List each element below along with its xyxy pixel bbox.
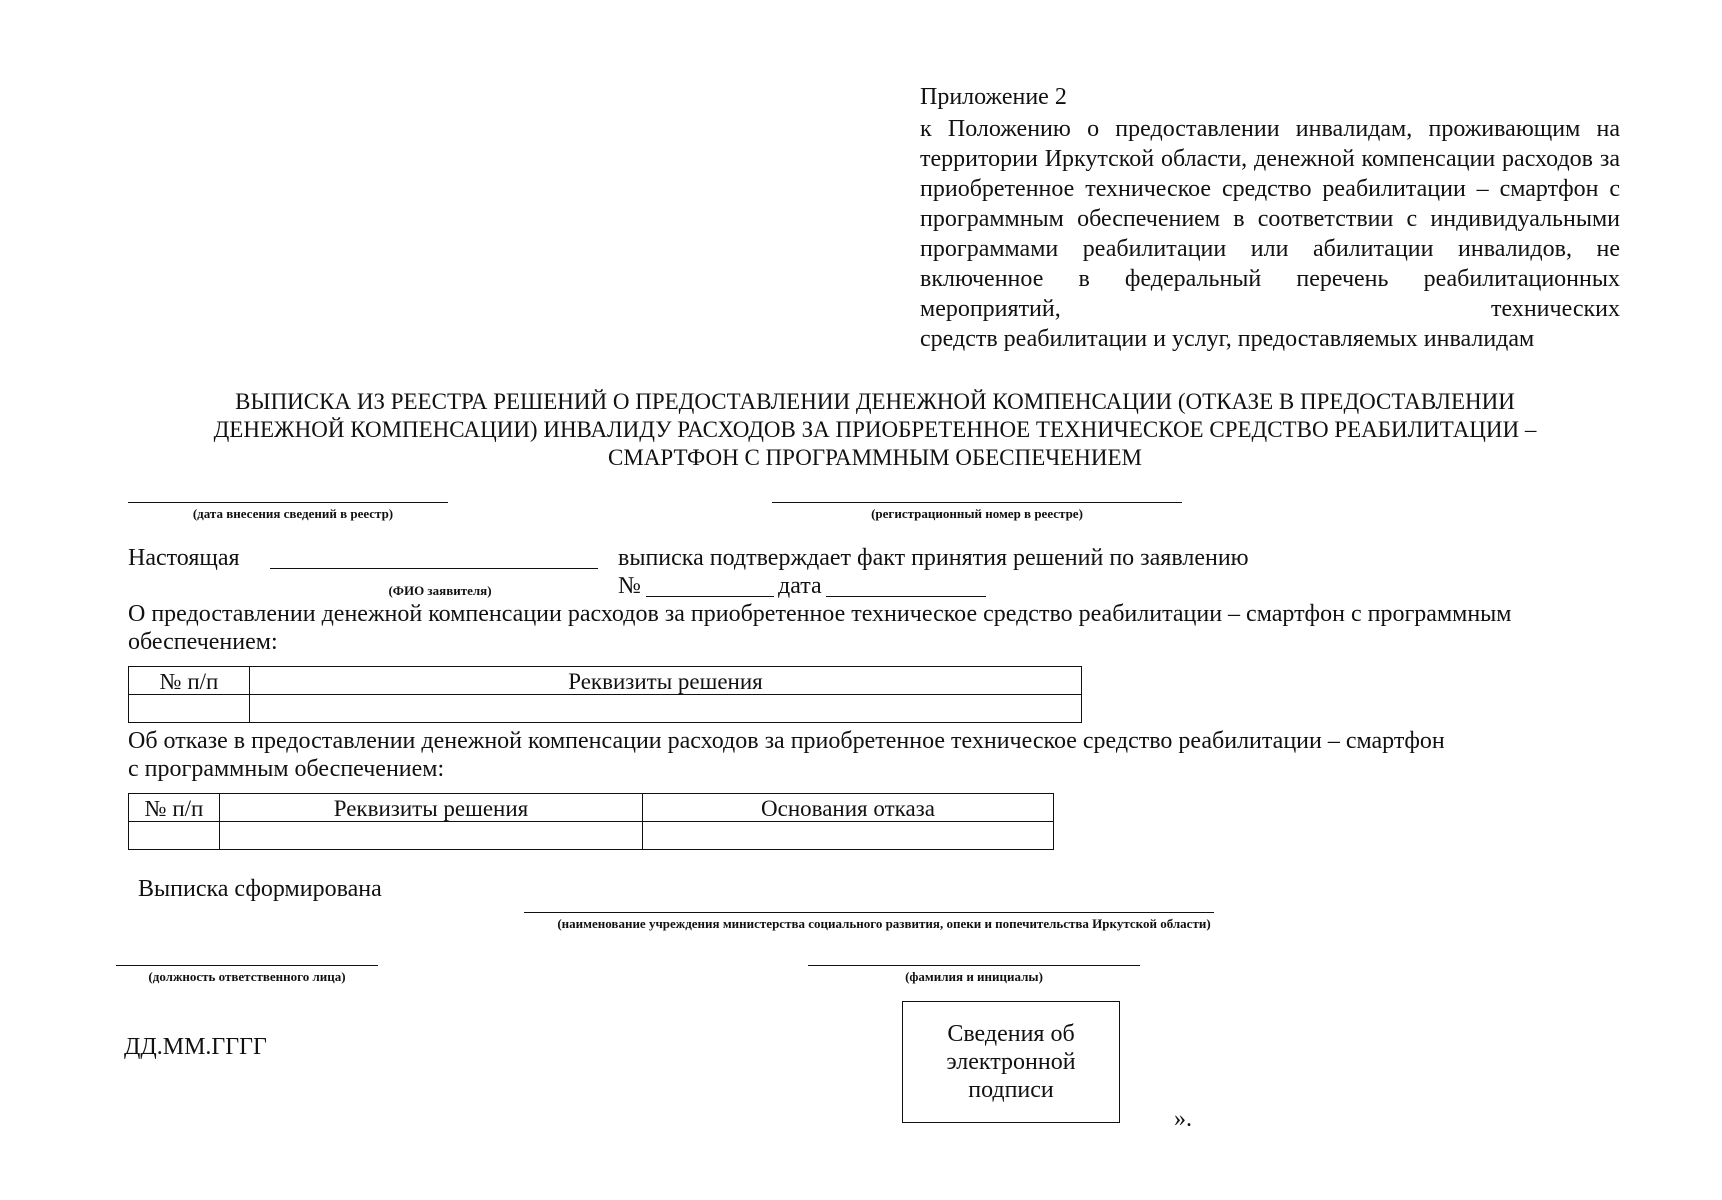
table-cell-number[interactable] [129,695,250,723]
full-name-caption: (фамилия и инициалы) [905,969,1043,984]
column-header-decision-details: Реквизиты решения [250,667,1082,695]
document-title-line-3: СМАРТФОН С ПРОГРАММНЫМ ОБЕСПЕЧЕНИЕМ [608,445,1142,470]
applicant-name-line[interactable] [270,568,598,569]
document-title-line-1: ВЫПИСКА ИЗ РЕЕСТРА РЕШЕНИЙ О ПРЕДОСТАВЛЕНИИ ДЕНЕЖНОЙ КОМПЕНСАЦИИ (ОТКАЗЕ В ПРЕДОСТАВЛЕНИИ [235,389,1515,414]
column-header-decision-details: Реквизиты решения [220,794,643,822]
applicant-name-caption: (ФИО заявителя) [388,583,492,598]
table-cell-decision-details[interactable] [220,822,643,850]
appendix-title: Приложение 2 [920,84,1067,110]
column-header-number: № п/п [129,794,220,822]
reg-number-line[interactable] [772,502,1182,503]
grant-section-line-1: О предоставлении денежной компенсации расходов за приобретенное техническое средство реабилитации – смартфон с программным [128,601,1512,627]
column-header-number: № п/п [129,667,250,695]
application-number-line[interactable] [646,596,774,597]
closing-mark: ». [1174,1106,1192,1132]
document-title-line-2: ДЕНЕЖНОЙ КОМПЕНСАЦИИ) ИНВАЛИДУ РАСХОДОВ ЗА ПРИОБРЕТЕННОЕ ТЕХНИЧЕСКОЕ СРЕДСТВО РЕАБИЛИТАЦИИ – [213,417,1537,442]
appendix-body-main: к Положению о предоставлении инвалидам, проживающим на территории Иркутской области, денежной компенсации расходов за приобретенное техническое средство реабилитации – смартфон с программным обеспечением в соответствии с индивидуальными программами реабилитации или абилитации инвалидов, не включенное в федеральный перечень реабилитационных мероприятий, технических [920,116,1620,322]
statement-suffix: выписка подтверждает факт принятия решений по заявлению [618,545,1249,571]
position-caption: (должность ответственного лица) [148,969,346,984]
table-cell-refusal-reasons[interactable] [643,822,1054,850]
table-header-row [129,794,1054,822]
refusal-section-line-2: с программным обеспечением: [128,756,445,782]
application-date-line[interactable] [826,596,986,597]
electronic-signature-box [902,1001,1120,1123]
document-title [150,388,1600,472]
date-label: дата [778,573,822,599]
date-placeholder: ДД.ММ.ГГГГ [124,1034,267,1060]
column-header-refusal-reasons: Основания отказа [643,794,1054,822]
table-header-row [129,667,1082,695]
formed-label: Выписка сформирована [138,876,382,902]
refusal-decisions-table [128,793,1054,850]
appendix-body [920,114,1620,354]
grant-section-line-2: обеспечением: [128,629,278,655]
full-name-line[interactable] [808,965,1140,966]
reg-number-caption: (регистрационный номер в реестре) [871,506,1083,521]
entry-date-line[interactable] [128,502,448,503]
table-row [129,822,1054,850]
grant-decisions-table [128,666,1082,723]
statement-prefix: Настоящая [128,545,240,571]
refusal-section-line-1: Об отказе в предоставлении денежной компенсации расходов за приобретенное техническое средство реабилитации – смартфон [128,728,1445,754]
table-cell-number[interactable] [129,822,220,850]
institution-line[interactable] [524,912,1214,913]
table-cell-decision-details[interactable] [250,695,1082,723]
table-row [129,695,1082,723]
appendix-body-last: средств реабилитации и услуг, предоставляемых инвалидам [920,326,1535,352]
position-line[interactable] [116,965,378,966]
electronic-signature-label: Сведения об электронной подписи [946,1021,1076,1103]
entry-date-caption: (дата внесения сведений в реестр) [192,506,394,521]
number-label: № [618,573,641,599]
institution-caption: (наименование учреждения министерства социального развития, опеки и попечительства Иркутской области) [557,916,1211,931]
